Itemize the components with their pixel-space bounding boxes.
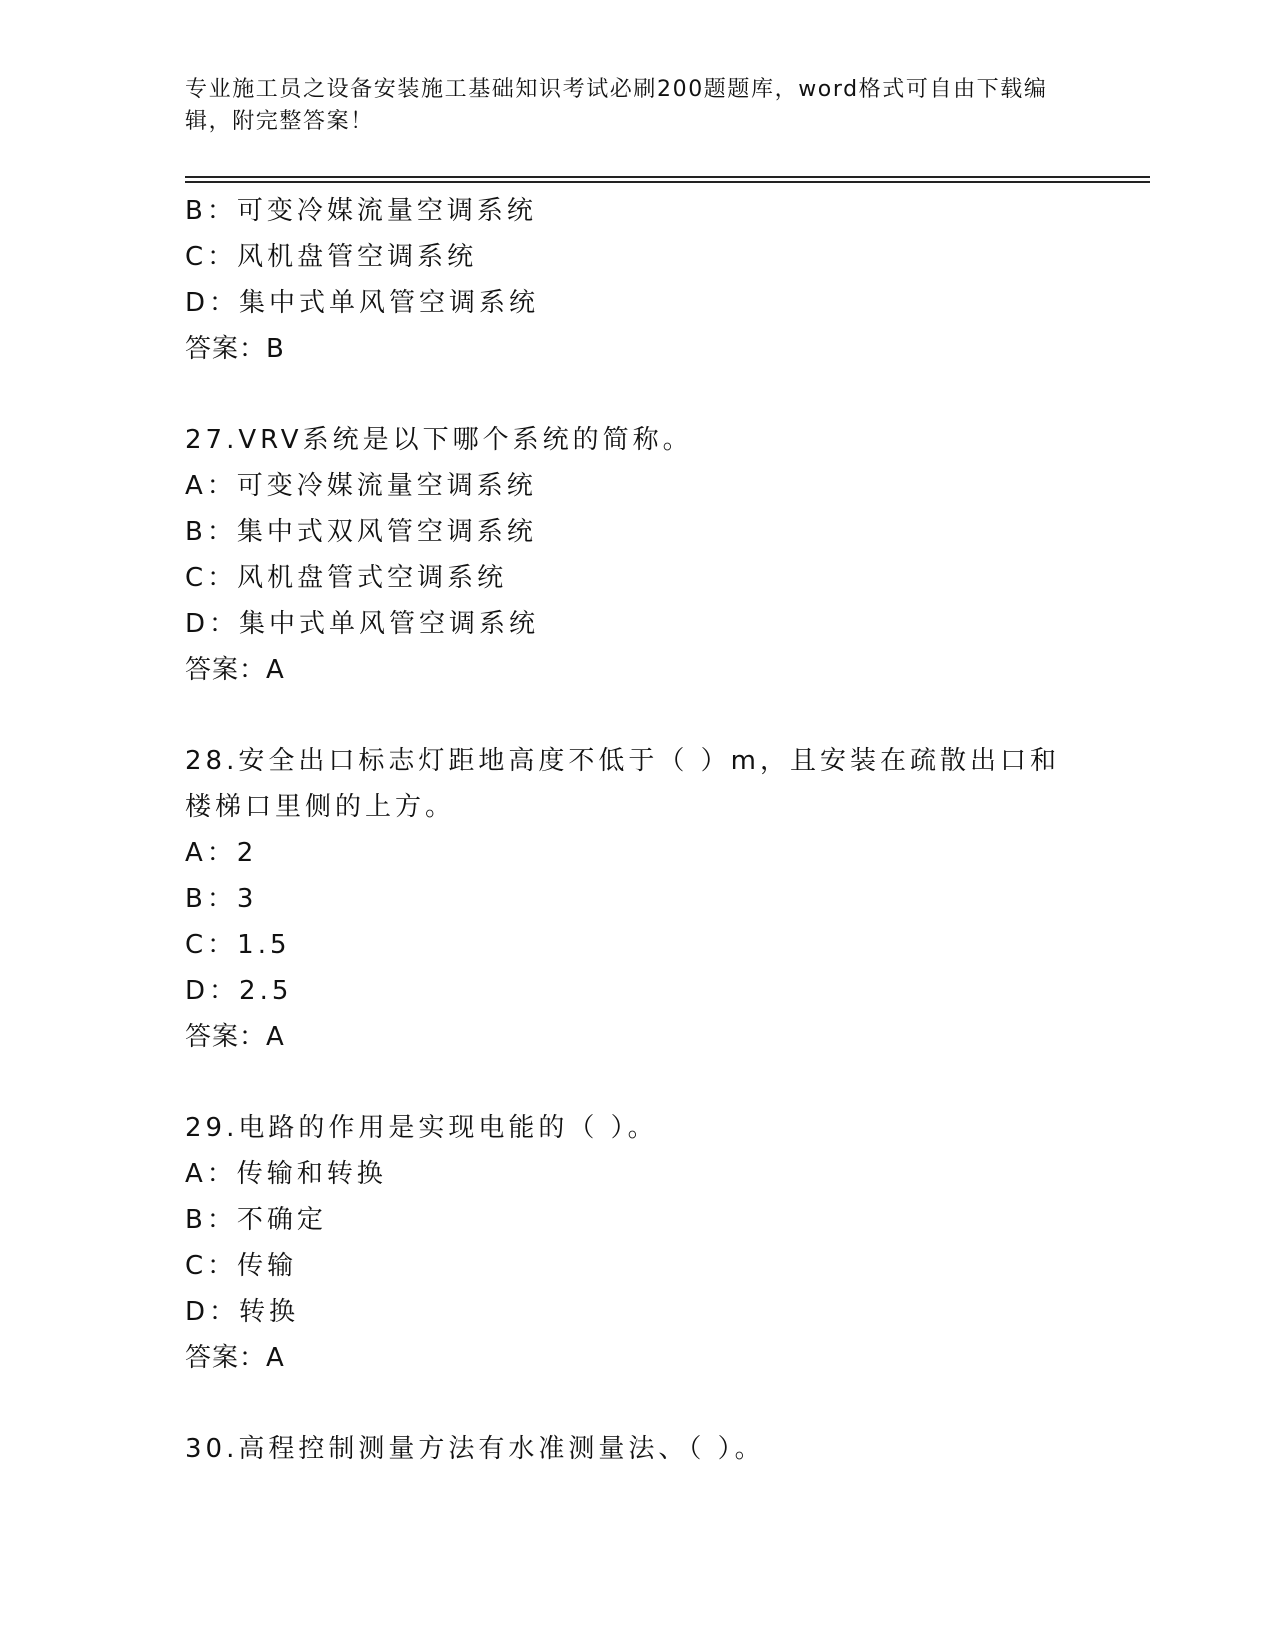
question-29-option-c: C：传输 bbox=[185, 1251, 298, 1281]
question-28: 28.安全出口标志灯距地高度不低于（ ）m，且安装在疏散出口和楼梯口里侧的上方。 bbox=[185, 746, 1060, 822]
question-29-option-d: D：转换 bbox=[185, 1297, 300, 1327]
question-30: 30.高程控制测量方法有水准测量法、（ ）。 bbox=[185, 1434, 765, 1464]
question-27-option-a: A：可变冷媒流量空调系统 bbox=[185, 471, 537, 501]
question-spacer bbox=[185, 693, 1105, 738]
question-28-option-b: B：3 bbox=[185, 884, 258, 914]
question-spacer bbox=[185, 1381, 1105, 1426]
question-28-option-c: C：1.5 bbox=[185, 930, 291, 960]
question-26-option-d: D：集中式单风管空调系统 bbox=[185, 288, 540, 318]
header-divider-top bbox=[185, 176, 1150, 178]
question-27-option-c: C：风机盘管式空调系统 bbox=[185, 563, 508, 593]
question-27-option-d: D：集中式单风管空调系统 bbox=[185, 609, 540, 639]
question-29-option-a: A：传输和转换 bbox=[185, 1159, 387, 1189]
question-29-answer: 答案：A bbox=[185, 1343, 285, 1373]
question-28-option-a: A：2 bbox=[185, 838, 258, 868]
question-26-answer: 答案：B bbox=[185, 334, 285, 364]
question-28-option-d: D：2.5 bbox=[185, 976, 293, 1006]
question-27-answer: 答案：A bbox=[185, 655, 285, 685]
document-header: 专业施工员之设备安装施工基础知识考试必刷200题题库，word格式可自由下载编辑，附完整答案！ bbox=[185, 77, 1048, 134]
question-spacer bbox=[185, 1060, 1105, 1105]
question-list bbox=[185, 188, 1105, 1472]
header-divider-bottom bbox=[185, 181, 1150, 183]
question-27-option-b: B：集中式双风管空调系统 bbox=[185, 517, 537, 547]
question-spacer bbox=[185, 372, 1105, 417]
question-29-option-b: B：不确定 bbox=[185, 1205, 327, 1235]
question-26-option-b: B：可变冷媒流量空调系统 bbox=[185, 196, 537, 226]
question-27: 27.VRV系统是以下哪个系统的简称。 bbox=[185, 425, 693, 455]
question-29: 29.电路的作用是实现电能的（ ）。 bbox=[185, 1113, 658, 1143]
question-28-answer: 答案：A bbox=[185, 1022, 285, 1052]
question-26-option-c: C：风机盘管空调系统 bbox=[185, 242, 478, 272]
